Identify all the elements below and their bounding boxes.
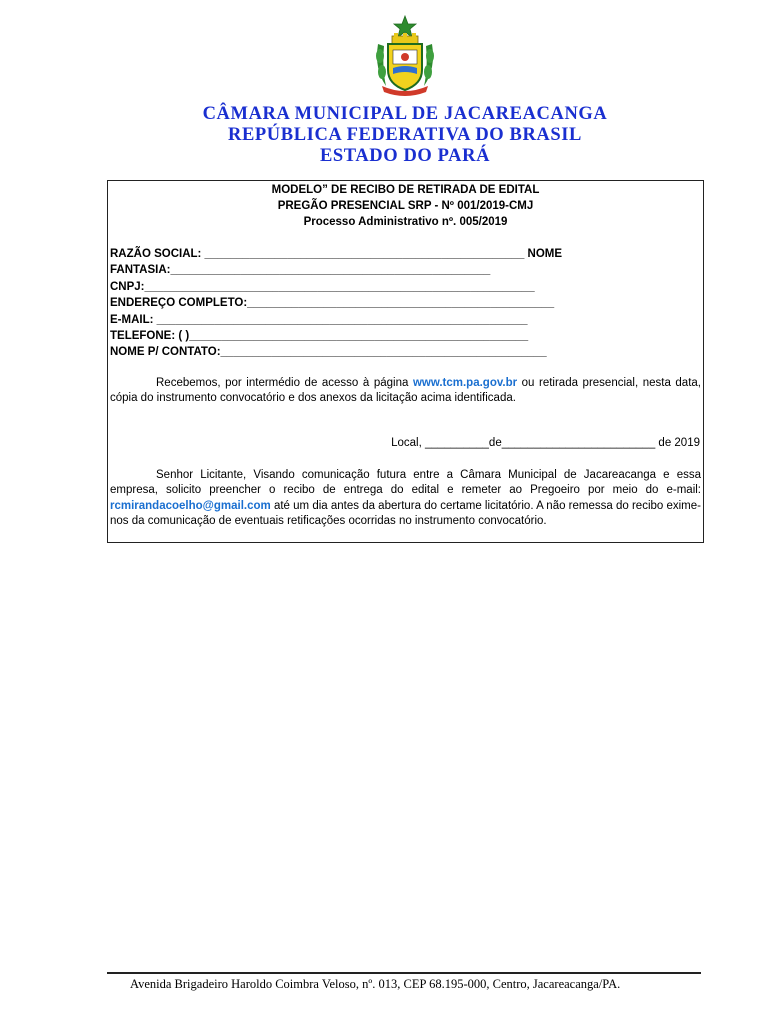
receipt-text-end: ou retirada presencial, nesta data, cópia do instrumento convocatório e dos anexos da licitação acima identificada.: [110, 377, 701, 405]
footer-address: Avenida Brigadeiro Haroldo Coimbra Veloso, nº. 013, CEP 68.195-000, Centro, Jacareacanga/PA.: [130, 977, 621, 991]
notice-text-start: Senhor Licitante, Visando comunicação futura entre a Câmara Municipal de Jacareacanga e essa empresa, solicito preencher o recibo de entrega do edital e remeter ao Pregoeiro por meio do e-mail:: [110, 469, 701, 497]
form-title: MODELO” DE RECIBO DE RETIRADA DE EDITAL: [271, 184, 540, 196]
form-process-number: Processo Administrativo nº. 005/2019: [303, 216, 508, 228]
receipt-text-start: Recebemos, por intermédio de acesso à página: [156, 377, 409, 389]
receipt-form-box: [107, 180, 704, 543]
field-email[interactable]: E-MAIL: __________________________________________________________: [110, 314, 528, 326]
receipt-paragraph: [110, 376, 701, 407]
form-subtitle: PREGÃO PRESENCIAL SRP - Nº 001/2019-CMJ: [277, 200, 534, 212]
municipal-coat-of-arms-icon: [372, 14, 438, 98]
field-endereco[interactable]: ENDEREÇO COMPLETO:________________________________________________: [110, 297, 555, 309]
field-telefone[interactable]: TELEFONE: ( )_____________________________________________________: [110, 330, 529, 342]
place-date-line[interactable]: Local, __________de________________________ de 2019: [391, 437, 700, 449]
tcm-website-link[interactable]: www.tcm.pa.gov.br: [412, 377, 518, 389]
header-line-republic: REPÚBLICA FEDERATIVA DO BRASIL: [228, 125, 582, 145]
header-line-state: ESTADO DO PARÁ: [319, 146, 491, 166]
field-cnpj[interactable]: CNPJ:_____________________________________________________________: [110, 281, 535, 293]
notice-paragraph: [110, 468, 701, 529]
notice-text-end: até um dia antes da abertura do certame licitatório. A não remessa do recibo exime-nos da comunicação de eventuais retificações ocorridas no instrumento convocatório.: [110, 499, 701, 527]
pregoeiro-email-link[interactable]: rcmirandacoelho@gmail.com: [110, 499, 271, 512]
field-razao-social[interactable]: RAZÃO SOCIAL: __________________________________________________ NOME: [110, 248, 563, 260]
header-line-chamber: CÂMARA MUNICIPAL DE JACAREACANGA: [202, 104, 608, 124]
field-nome-contato[interactable]: NOME P/ CONTATO:___________________________________________________: [110, 346, 547, 358]
field-nome-fantasia[interactable]: FANTASIA:__________________________________________________: [110, 264, 491, 276]
institution-header: [0, 104, 770, 167]
footer-divider: [107, 972, 701, 974]
